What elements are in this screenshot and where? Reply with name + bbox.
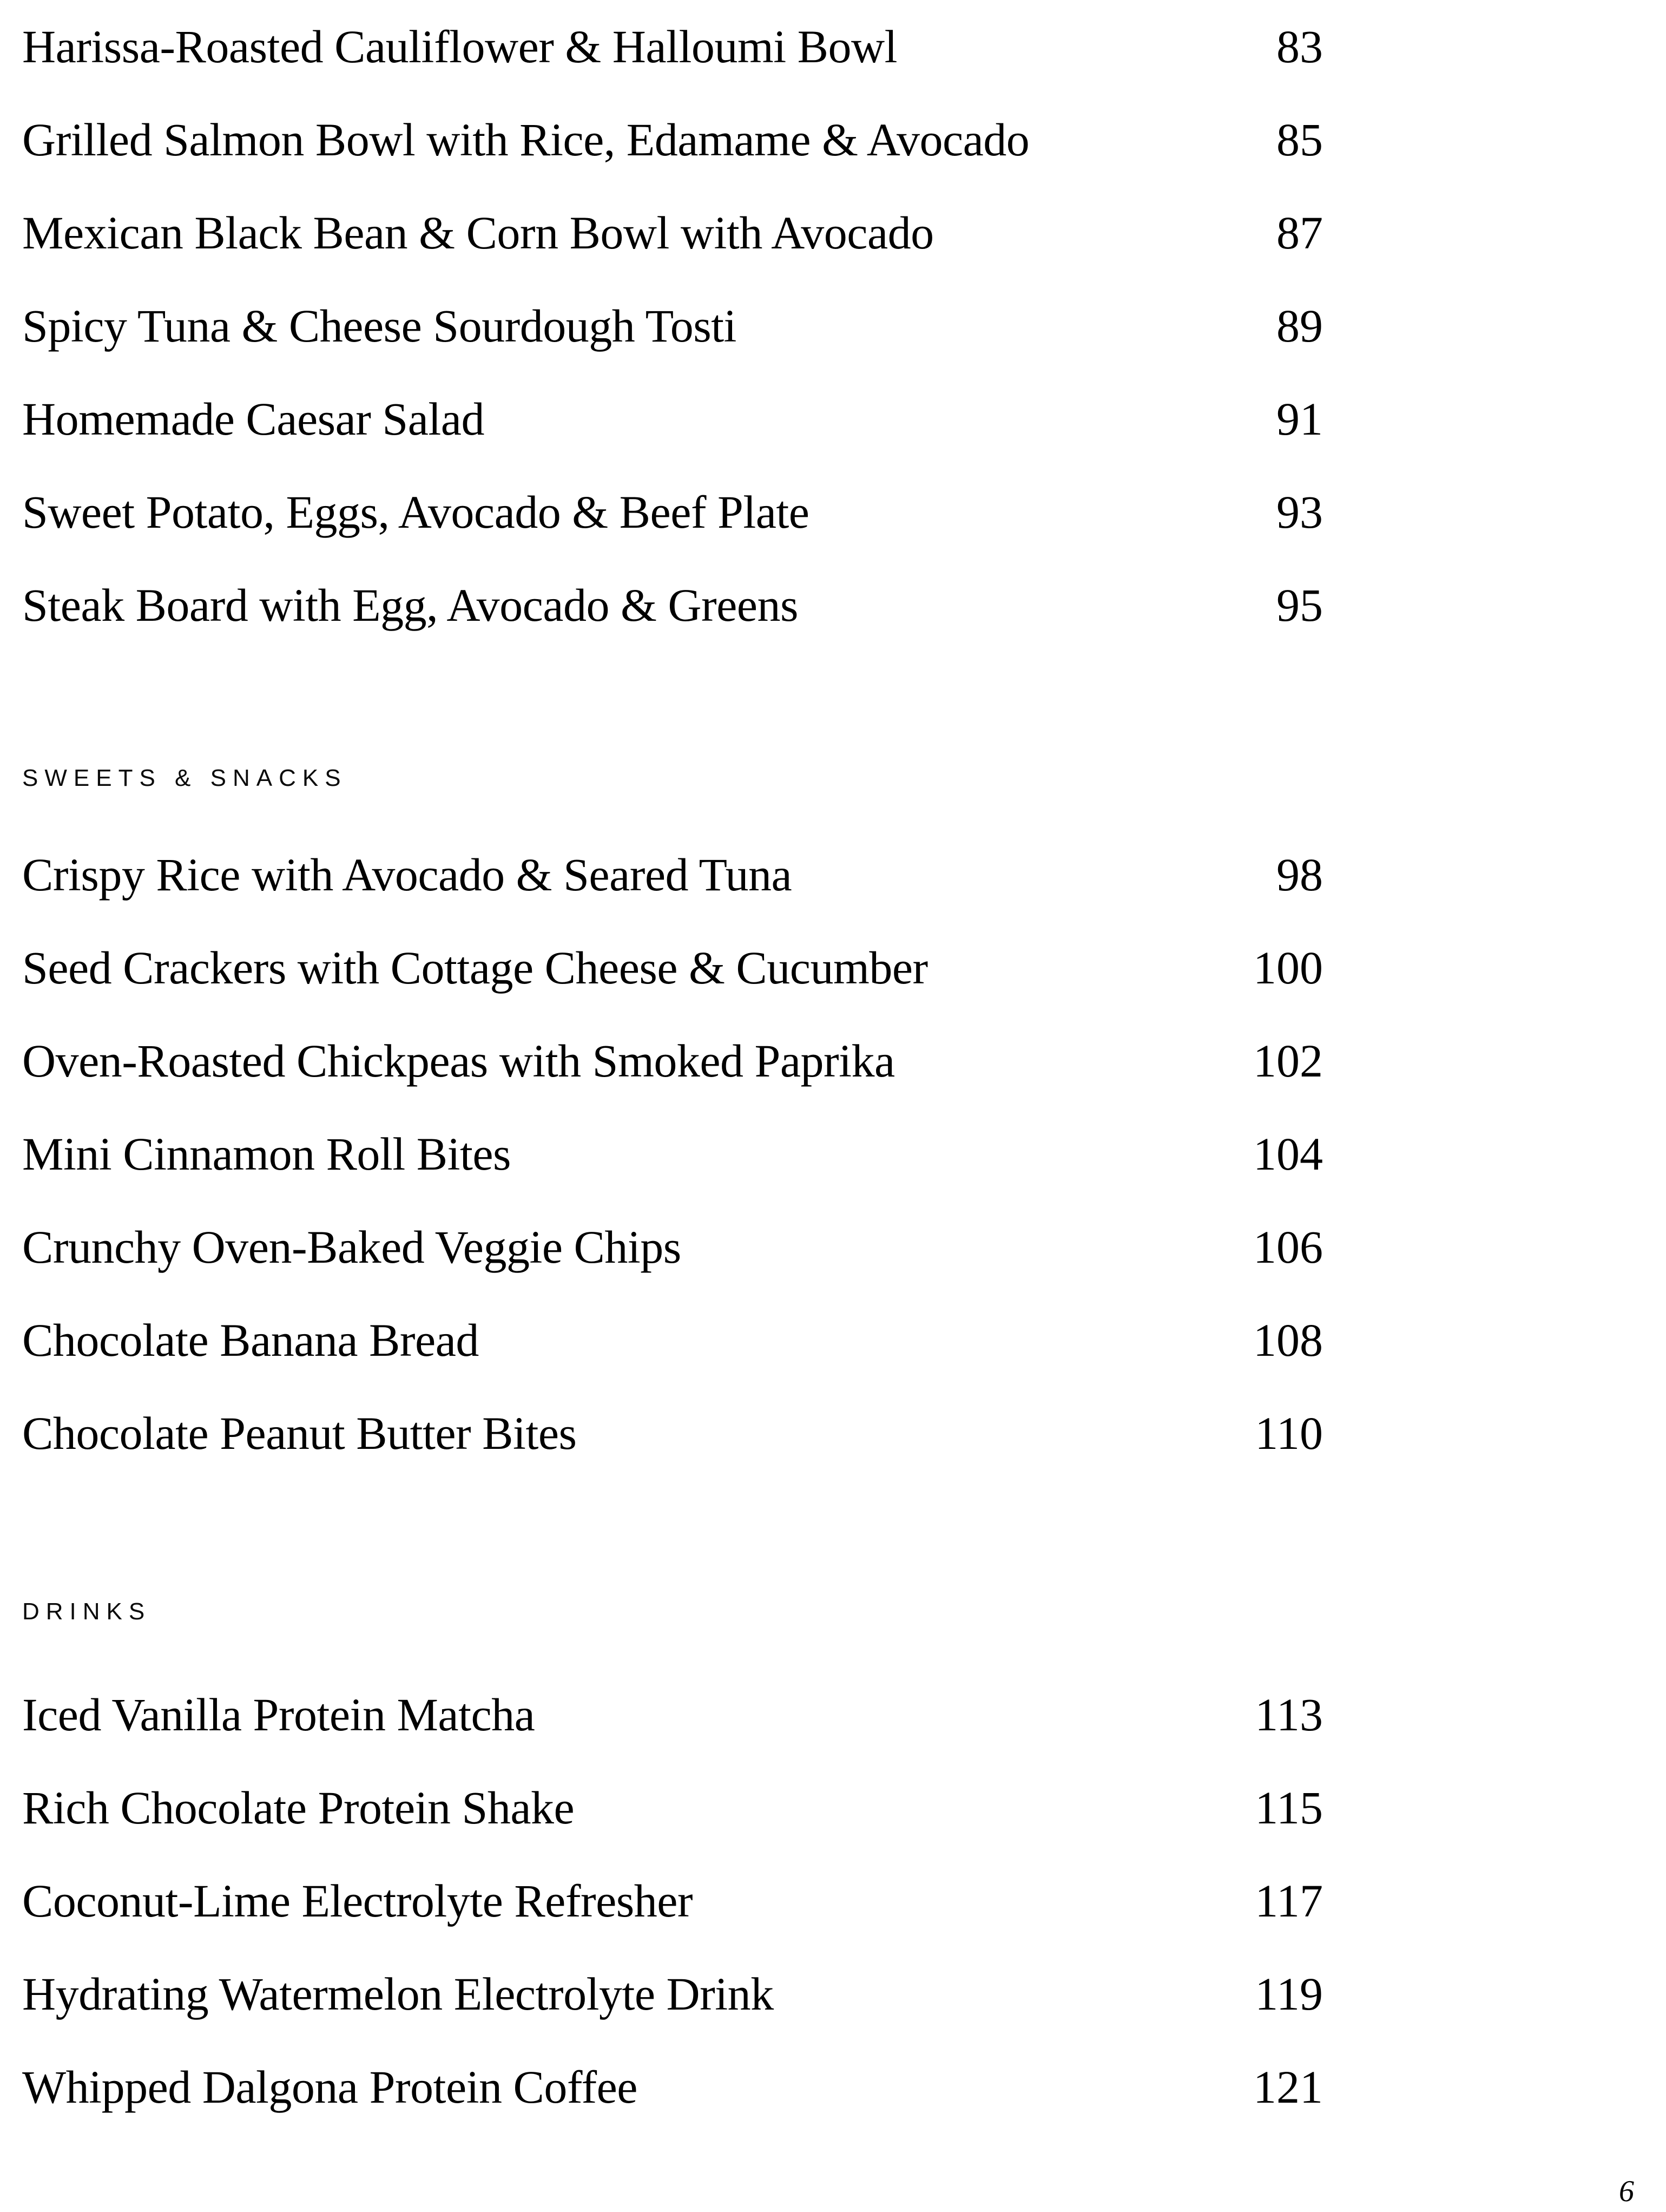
entry-page-number: 98 [1276,849,1323,901]
toc-entry[interactable] [22,559,1323,652]
dish-label: Crispy Rice with Avocado & Seared Tuna [22,849,792,901]
dish-label: Coconut-Lime Electrolyte Refresher [22,1875,693,1927]
toc-entry[interactable] [22,2040,1323,2134]
folio-page-number: 6 [1619,2175,1634,2208]
toc-entry[interactable] [22,1200,1323,1294]
entry-page-number: 87 [1276,207,1323,259]
dish-label: Chocolate Banana Bread [22,1314,479,1366]
entry-page-number: 115 [1255,1782,1323,1834]
section-heading-sweets-snacks: SWEETS & SNACKS [22,765,347,791]
dish-label: Hydrating Watermelon Electrolyte Drink [22,1968,774,2020]
toc-entry[interactable] [22,1387,1323,1480]
dish-label: Oven-Roasted Chickpeas with Smoked Paprika [22,1035,895,1087]
toc-entry[interactable] [22,1761,1323,1854]
toc-entry[interactable] [22,921,1323,1014]
entry-page-number: 104 [1253,1128,1323,1180]
entry-page-number: 121 [1253,2061,1323,2113]
dish-label: Iced Vanilla Protein Matcha [22,1689,535,1741]
entry-page-number: 108 [1253,1314,1323,1366]
dish-label: Chocolate Peanut Butter Bites [22,1407,577,1459]
toc-entry[interactable] [22,93,1323,186]
entry-page-number: 89 [1276,300,1323,352]
entry-page-number: 117 [1255,1875,1323,1927]
entry-page-number: 119 [1255,1968,1323,2020]
table-of-contents [22,0,1323,2134]
dish-label: Seed Crackers with Cottage Cheese & Cucumber [22,942,928,994]
dish-label: Rich Chocolate Protein Shake [22,1782,575,1834]
entry-page-number: 110 [1255,1407,1323,1459]
entry-page-number: 83 [1276,21,1323,73]
toc-entry[interactable] [22,1854,1323,1947]
toc-entry[interactable] [22,186,1323,279]
toc-section-drinks [22,1599,1323,2134]
toc-entry[interactable] [22,1947,1323,2040]
toc-entry[interactable] [22,828,1323,921]
toc-section-mains [22,0,1323,652]
dish-label: Spicy Tuna & Cheese Sourdough Tosti [22,300,736,352]
entry-page-number: 93 [1276,486,1323,538]
toc-entry[interactable] [22,465,1323,559]
toc-entry[interactable] [22,372,1323,465]
dish-label: Whipped Dalgona Protein Coffee [22,2061,637,2113]
entry-page-number: 100 [1253,942,1323,994]
entry-page-number: 106 [1253,1221,1323,1273]
toc-entry[interactable] [22,0,1323,93]
dish-label: Mini Cinnamon Roll Bites [22,1128,511,1180]
dish-label: Harissa-Roasted Cauliflower & Halloumi Bowl [22,21,897,73]
toc-entry[interactable] [22,1294,1323,1387]
section-heading-drinks: DRINKS [22,1598,152,1625]
entry-page-number: 85 [1276,114,1323,166]
dish-label: Mexican Black Bean & Corn Bowl with Avocado [22,207,934,259]
entry-page-number: 91 [1276,393,1323,445]
dish-label: Homemade Caesar Salad [22,393,484,445]
toc-entry[interactable] [22,279,1323,372]
toc-section-sweets-snacks [22,765,1323,1480]
toc-entry[interactable] [22,1107,1323,1200]
toc-entry[interactable] [22,1668,1323,1761]
entry-page-number: 102 [1253,1035,1323,1087]
toc-entry[interactable] [22,1014,1323,1107]
entry-page-number: 113 [1255,1689,1323,1741]
dish-label: Sweet Potato, Eggs, Avocado & Beef Plate [22,486,809,538]
dish-label: Crunchy Oven-Baked Veggie Chips [22,1221,681,1273]
entry-page-number: 95 [1276,579,1323,631]
dish-label: Grilled Salmon Bowl with Rice, Edamame & Avocado [22,114,1030,166]
dish-label: Steak Board with Egg, Avocado & Greens [22,579,798,631]
